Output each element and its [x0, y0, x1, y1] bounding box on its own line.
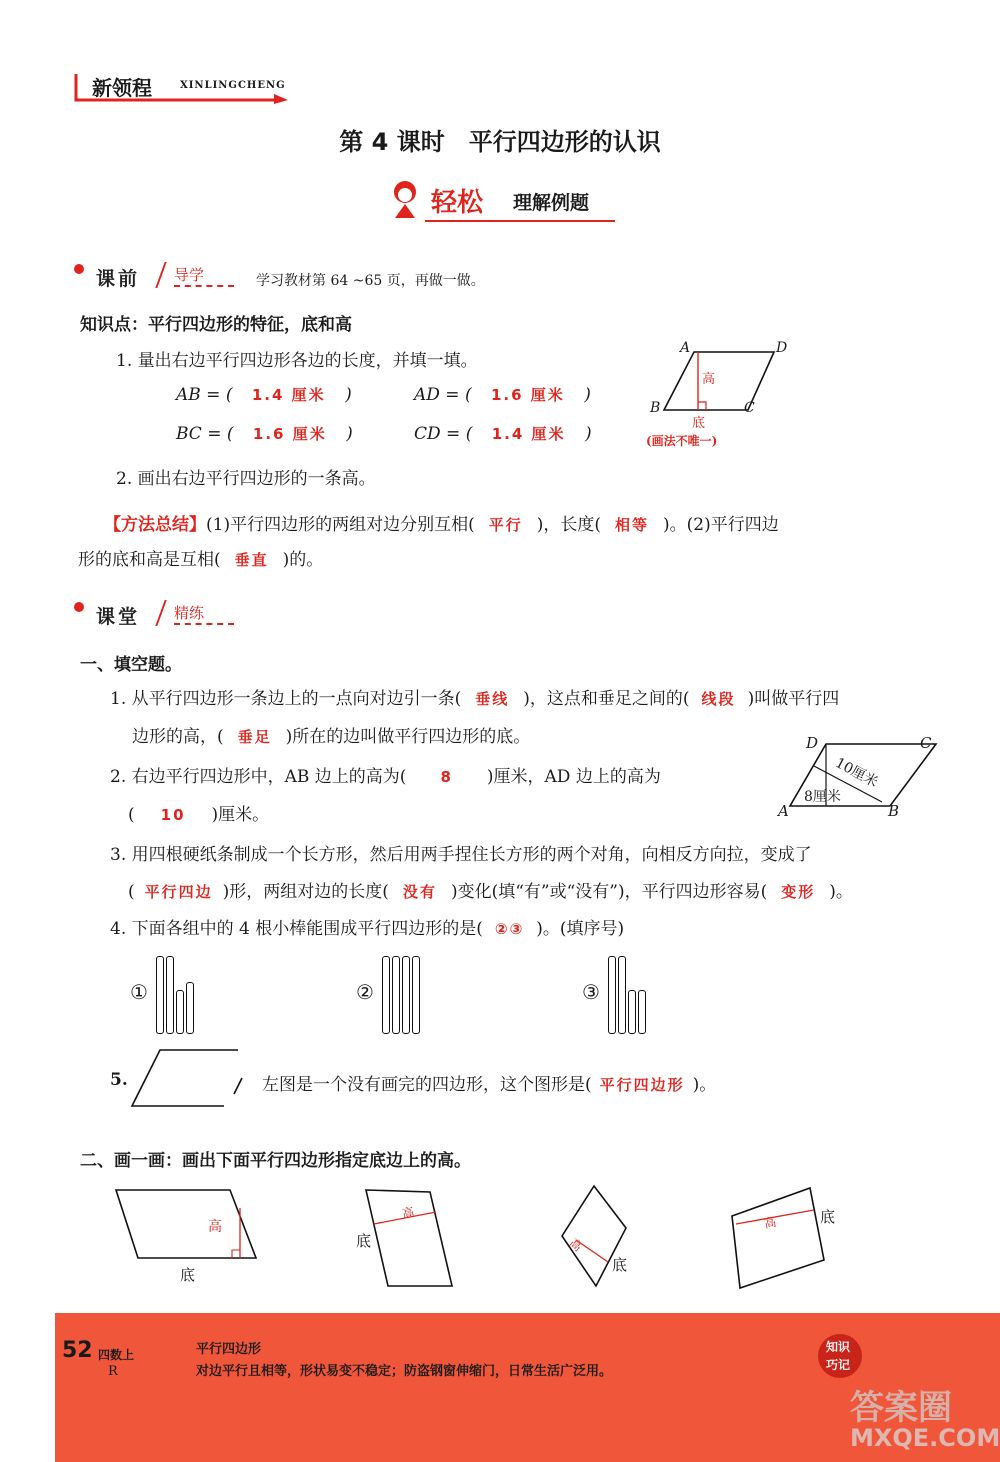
ab-value: 1.4 厘米: [251, 386, 326, 404]
fig1-label-b: B: [650, 400, 661, 416]
stick: [166, 956, 174, 1034]
method-answer-1: 平行: [488, 516, 523, 534]
in-q3-d: )变化(填“有”或“没有”)，平行四边形容易(: [450, 882, 768, 902]
brand-logo: [74, 70, 304, 104]
section-tag-in-label: 课堂: [96, 606, 141, 628]
in-q4-ans: ②③: [494, 920, 525, 938]
banner-b: 理解例题: [513, 192, 590, 214]
brand-pinyin: XINLINGCHENG: [180, 80, 286, 91]
sticks-2-number: ②: [356, 980, 374, 1004]
draw-4-height: 高: [762, 1214, 778, 1232]
draw-figure-4-svg: [728, 1184, 848, 1294]
in-q1-e: )所在的边叫做平行四边形的底。: [285, 727, 531, 747]
brand-name: 新领程: [92, 76, 152, 100]
part1-title: 一、填空题。: [80, 655, 182, 675]
stick: [618, 956, 626, 1034]
in-q1-b: )，这点和垂足之间的(: [523, 689, 690, 709]
sticks-3-number: ③: [582, 980, 600, 1004]
footer-edition: R: [108, 1364, 118, 1379]
draw-2-height: 高: [400, 1204, 416, 1222]
in-q4-b: )。(填序号): [536, 919, 625, 939]
in-q1-line1: [110, 684, 839, 709]
draw-figure-3-svg: [556, 1182, 656, 1292]
in-q2-b: )厘米，AD 边上的高为: [486, 767, 661, 787]
in-q1-ans3: 垂足: [237, 728, 272, 746]
fig2-label-d: D: [806, 734, 819, 752]
in-q4-a: 4. 下面各组中的 4 根小棒能围成平行四边形的是(: [110, 919, 483, 939]
fig1-base-label: 底: [692, 416, 706, 431]
banner-underline: [425, 220, 615, 222]
section-tag-in-slash: [155, 600, 166, 626]
stick: [382, 956, 390, 1034]
fig1-label-d: D: [776, 340, 788, 356]
draw-3-base: 底: [612, 1256, 628, 1274]
pre-q1: 1. 量出右边平行四边形各边的长度，并填一填。: [116, 351, 478, 371]
stick: [176, 990, 184, 1034]
footer-badge: [818, 1334, 862, 1378]
bc-label: BC = (: [176, 424, 234, 444]
pre-q2: 2. 画出右边平行四边形的一条高。: [116, 469, 376, 489]
method-answer-3: 垂直: [234, 551, 269, 569]
ad-label: AD = (: [414, 385, 472, 405]
draw-figure-4: [728, 1184, 848, 1294]
in-q3-line1: 3. 用四根硬纸条制成一个长方形，然后用两手捏住长方形的两个对角，向相反方向拉，变成了: [110, 845, 812, 865]
banner-a: 轻松: [431, 188, 484, 218]
section-tag-pre-dot: [74, 264, 84, 274]
in-q1-a: 1. 从平行四边形一条边上的一点向对边引一条(: [110, 689, 462, 709]
fig1-note: (画法不唯一): [646, 434, 718, 448]
footer-grade: 四数上: [98, 1348, 135, 1362]
section-tag-in-sub: 精练: [174, 602, 234, 625]
draw-3-height: 高: [566, 1235, 585, 1255]
fig2-height-2: 8厘米: [804, 789, 841, 805]
in-q1-d: 边形的高，(: [132, 727, 224, 747]
fig2-label-c: C: [920, 734, 932, 752]
sticks-1-number: ①: [130, 980, 148, 1004]
footer-badge-bottom: 巧记: [826, 1358, 851, 1372]
in-q5-b: )。: [692, 1075, 717, 1095]
unfinished-quadrilateral: [130, 1048, 250, 1112]
ad-value: 1.6 厘米: [491, 386, 565, 404]
in-q3-e: )。: [829, 882, 853, 902]
fig2-label-b: B: [888, 802, 900, 820]
footer-page-badge: [62, 1338, 162, 1398]
cd-row: [414, 423, 592, 444]
stick: [608, 956, 616, 1034]
fig1-height-label: 高: [702, 372, 716, 387]
method-text-1: (1)平行四边形的两组对边分别互相(: [206, 515, 475, 535]
part2-title: 二、画一画：画出下面平行四边形指定底边上的高。: [80, 1151, 471, 1171]
ad-row: [414, 384, 591, 405]
in-q2-a: 2. 右边平行四边形中，AB 边上的高为(: [110, 767, 407, 787]
method-tag: 【方法总结】: [104, 515, 206, 535]
sticks-group-3: [582, 950, 662, 1034]
in-q1-c: )叫做平行四: [747, 689, 840, 709]
ab-label: AB = (: [176, 385, 233, 405]
fig2-height-1: 10厘米: [832, 755, 881, 791]
method-text-3: )。(2)平行四边: [663, 515, 779, 535]
in-q4: [110, 914, 624, 939]
in-q3-ans2: 没有: [402, 883, 437, 901]
stick: [186, 982, 194, 1034]
sticks-group-2: [356, 950, 436, 1034]
in-q3-ans1: 平行四边: [144, 883, 213, 901]
page-title: 第 4 课时 平行四边形的认识: [339, 128, 661, 156]
draw-1-height: 高: [208, 1219, 222, 1235]
pre-note: 学习教材第 64 ~65 页，再做一做。: [256, 273, 485, 289]
section-tag-pre-slash: [155, 262, 166, 288]
ab-close: ): [345, 385, 352, 405]
section-tag-pre-label: 课前: [96, 268, 141, 290]
method-summary-line2: [78, 545, 323, 570]
footer-badge-top: 知识: [826, 1340, 851, 1354]
stick: [628, 990, 636, 1034]
fig1-label-c: C: [744, 400, 755, 416]
in-q2-line1: [110, 762, 661, 787]
stick: [402, 956, 410, 1034]
stick: [156, 956, 164, 1034]
footer-desc: 对边平行且相等，形状易变不稳定；防盗钢窗伸缩门，日常生活广泛用。: [196, 1364, 613, 1379]
section-tag-in-dot: [74, 602, 84, 612]
draw-figure-1: [108, 1186, 268, 1286]
footer-page-number: 52: [62, 1338, 93, 1363]
fig2-label-a: A: [778, 802, 789, 820]
knowledge-point: 知识点：平行四边形的特征，底和高: [80, 315, 352, 335]
section-tag-in: [74, 596, 244, 630]
in-q1-ans2: 线段: [701, 690, 736, 708]
method-answer-2: 相等: [615, 516, 650, 534]
fig1-label-a: A: [680, 340, 691, 356]
draw-1-base: 底: [180, 1266, 196, 1284]
method-text-4: 形的底和高是互相(: [78, 550, 221, 570]
cd-value: 1.4 厘米: [491, 425, 566, 443]
method-text-2: )，长度(: [536, 515, 601, 535]
bc-value: 1.6 厘米: [252, 425, 327, 443]
cd-close: ): [584, 424, 592, 444]
in-q1-ans1: 垂线: [475, 690, 510, 708]
section-tag-pre-sub: 导学: [174, 264, 234, 287]
bc-row: [176, 423, 353, 444]
bc-close: ): [346, 424, 353, 444]
in-q2-ans2: 10: [160, 806, 186, 824]
in-q1-line2: [132, 722, 530, 747]
in-q5-ans: 平行四边形: [599, 1076, 685, 1094]
section-tag-pre: [74, 258, 244, 292]
in-q2-ans1: 8: [440, 768, 453, 786]
in-q5-text: [262, 1070, 716, 1095]
ab-row: [176, 384, 352, 405]
in-q2-c: (: [128, 805, 135, 825]
in-q3-line2: [128, 877, 853, 902]
figure-parallelogram-2: [774, 730, 944, 826]
in-q5-a: 左图是一个没有画完的四边形，这个图形是(: [262, 1075, 592, 1095]
watermark: [846, 1380, 1000, 1460]
watermark-url: MXQE.COM: [850, 1424, 1000, 1452]
footer-topic: 平行四边形: [196, 1342, 262, 1357]
watermark-text: 答案圈: [850, 1388, 952, 1428]
cartoon-girl-icon: [385, 178, 425, 222]
method-text-5: )的。: [282, 550, 324, 570]
figure-parallelogram-1: [640, 336, 800, 456]
method-summary: [104, 505, 944, 545]
ad-close: ): [584, 385, 591, 405]
stick: [392, 956, 400, 1034]
draw-figure-3: [556, 1182, 656, 1292]
draw-4-base: 底: [820, 1208, 836, 1226]
in-q2-line2: [128, 800, 269, 825]
in-q5-number: 5.: [110, 1070, 128, 1090]
cd-label: CD = (: [414, 424, 473, 444]
sticks-group-1: [130, 950, 200, 1034]
in-q2-d: )厘米。: [211, 805, 270, 825]
in-q3-b: (: [128, 882, 135, 902]
stick: [638, 990, 646, 1034]
draw-figure-2: [352, 1186, 472, 1296]
draw-2-base: 底: [356, 1232, 372, 1250]
in-q3-c: )形，两组对边的长度(: [222, 882, 389, 902]
in-q3-ans3: 变形: [781, 883, 816, 901]
banner: [385, 178, 625, 226]
stick: [412, 956, 420, 1034]
